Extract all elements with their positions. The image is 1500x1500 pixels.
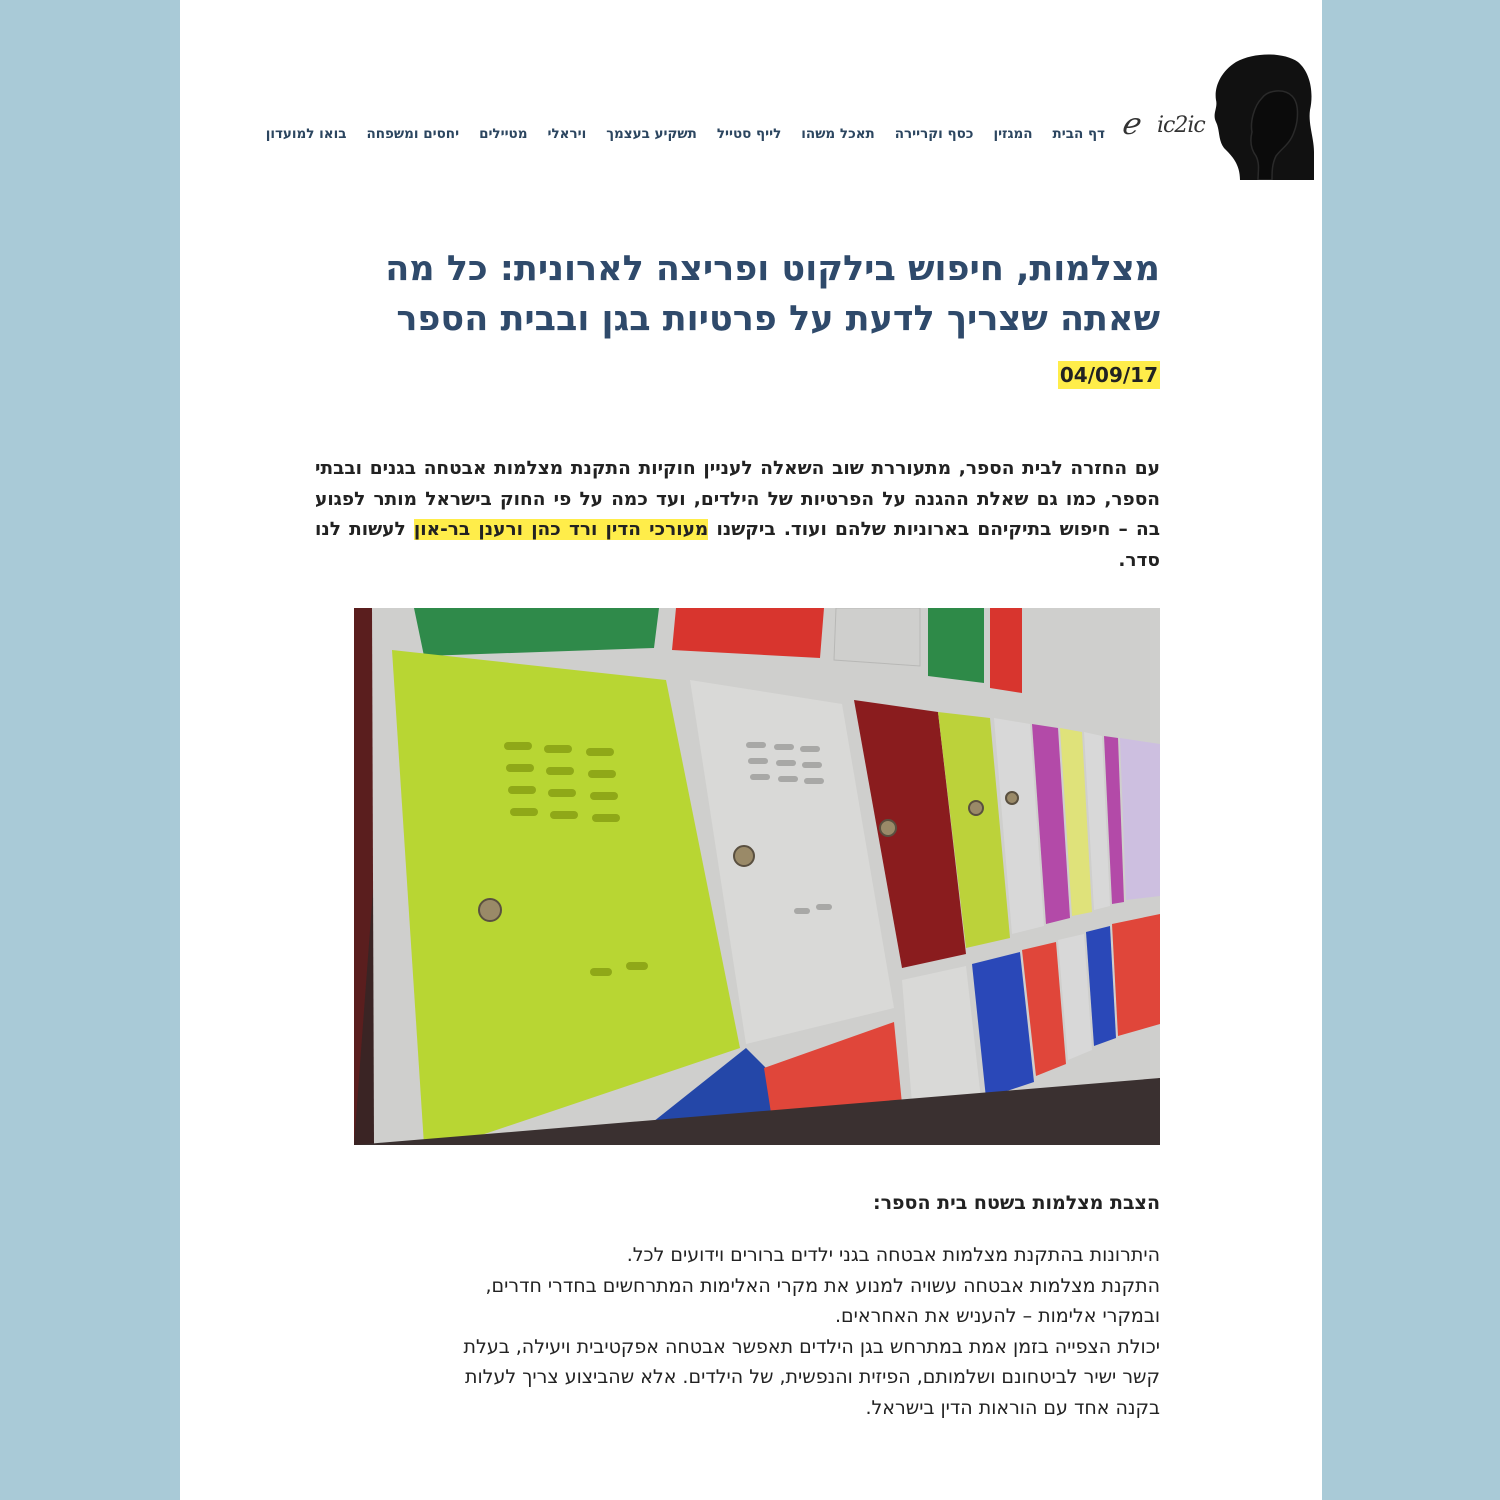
body-line: ובמקרי אלימות – להעניש את האחראים.: [835, 1305, 1160, 1327]
head-silhouette-icon: [1210, 52, 1314, 180]
nav-item-travel[interactable]: מטיילים: [479, 126, 528, 142]
intro-highlight-lawyers: מעורכי הדין ורד כהן ורענן בר-און: [413, 519, 709, 540]
intro-text-start: עם החזרה לבית הספר, מתעוררת שוב השאלה לעניין חוקיות התקנת מצלמות אבטחה בגנים ובבתי הספר, כמו גם שאלת ההגנה על הפרטיות של הילדים, ועד כמה על פי החוק בישראל מותר לפגוע בה – חיפוש בתיקיהם בארוניות שלהם ועוד. ביקשנו: [315, 458, 1161, 540]
body-line: היתרונות בהתקנת מצלמות אבטחה בגני ילדים ברורים וידועים לכל.: [626, 1244, 1160, 1266]
nav-item-relationships-family[interactable]: יחסים ומשפחה: [366, 126, 460, 142]
body-line: התקנת מצלמות אבטחה עשויה למנוע את מקרי האלימות המתרחשים בחדרי חדרים,: [485, 1274, 1160, 1297]
body-line: בקנה אחד עם הוראות הדין בישראל.: [865, 1396, 1160, 1419]
article-body: [330, 1240, 1160, 1423]
nav-item-join-club[interactable]: בואו למועדון: [265, 126, 347, 142]
article-intro: [315, 454, 1160, 576]
nav-item-invest-yourself[interactable]: תשקיע בעצמך: [606, 126, 697, 142]
nav-item-money-career[interactable]: כסף וקריירה: [894, 126, 974, 142]
article-date: 04/09/17: [1059, 363, 1158, 387]
nav-item-food[interactable]: תאכל משהו: [801, 126, 875, 142]
lockers-photo: [354, 608, 1160, 1145]
body-line: יכולת הצפייה בזמן אמת במתרחש בגן הילדים תאפשר אבטחה אפקטיבית ויעילה, בעלת: [463, 1335, 1160, 1358]
article-title: מצלמות, חיפוש בילקוט ופריצה לארונית: כל מה שאתה שצריך לדעת על פרטיות בגן ובבית הספר: [385, 249, 1160, 339]
nav-item-lifestyle[interactable]: לייף סטייל: [716, 126, 782, 142]
nav-item-home[interactable]: דף הבית: [1052, 126, 1105, 142]
body-line: קשר ישיר לביטחונם ושלמותם, הפיזית והנפשית, של הילדים. אלא שהביצוע צריך לעלות: [465, 1366, 1160, 1388]
ic2ic-logo-icon[interactable]: ℯ ic2ic: [1121, 107, 1205, 142]
nav-item-viral[interactable]: ויראלי: [547, 126, 587, 142]
intro-text-end: לעשות לנו סדר.: [315, 519, 1160, 571]
main-navigation: [266, 126, 1105, 142]
section-heading: הצבת מצלמות בשטח בית הספר:: [873, 1192, 1160, 1214]
nav-item-magazine[interactable]: המגזין: [993, 126, 1033, 142]
